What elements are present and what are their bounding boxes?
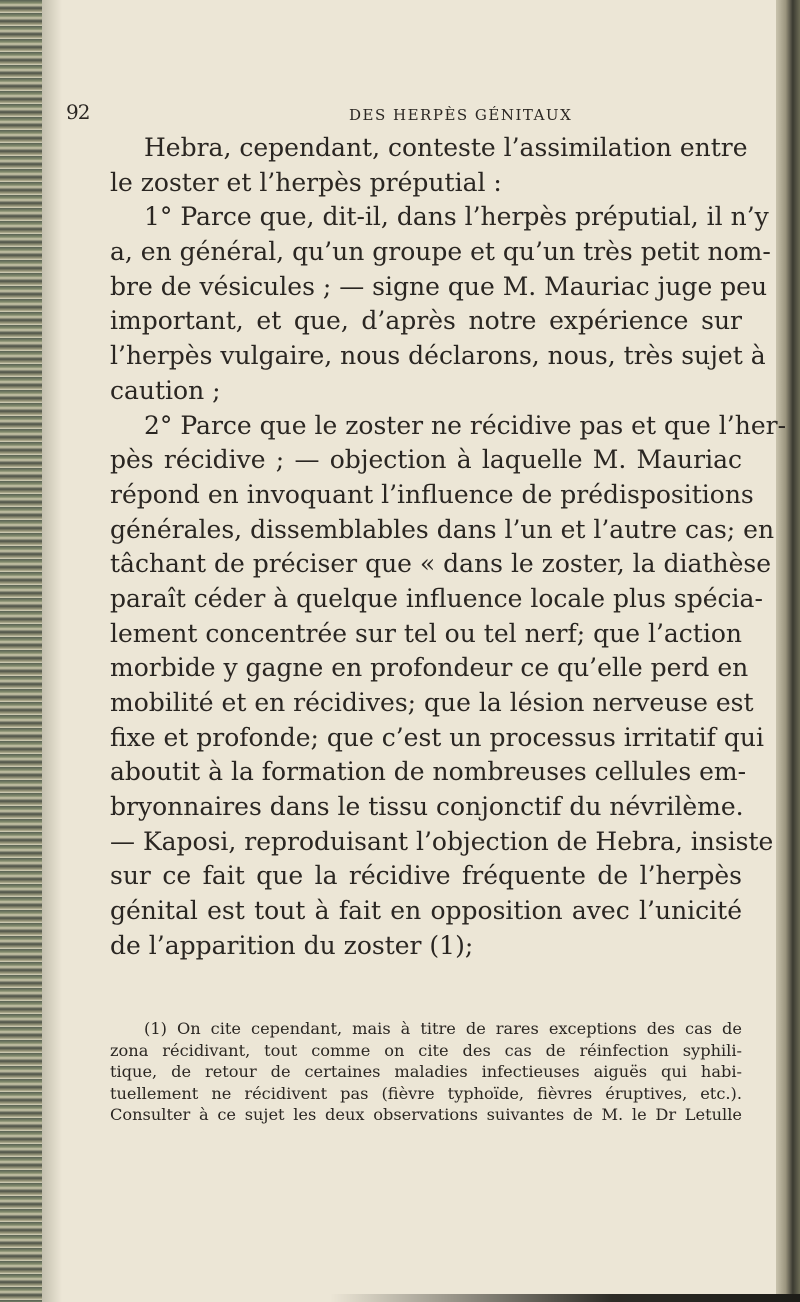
text-line: fixe et profonde; que c’est un processus irritatif qui (110, 722, 764, 752)
text-line: 2° Parce que le zoster ne récidive pas et que l’her- (144, 410, 787, 440)
text-line: caution ; (110, 375, 221, 405)
text-line: paraît céder à quelque influence locale plus spécia- (110, 583, 763, 613)
book-page (66, 0, 787, 1302)
body-text (66, 131, 787, 964)
text-line: — Kaposi, reproduisant l’objection de Hebra, insiste (110, 826, 774, 856)
text-line: génital est tout à fait en opposition avec l’unicité (110, 896, 742, 926)
footnote-line: zona récidivant, tout comme on cite des cas de réinfection syphili- (110, 1040, 742, 1060)
text-line: répond en invoquant l’influence de prédispositions (110, 479, 754, 509)
text-line: bre de vésicules ; — signe que M. Mauriac juge peu (110, 271, 768, 301)
book-gutter-edge (0, 0, 42, 1302)
text-line: le zoster et l’herpès préputial : (110, 167, 502, 197)
text-line: aboutit à la formation de nombreuses cellules em- (110, 757, 747, 787)
text-line: important, et que, d’après notre expérience sur (110, 306, 742, 336)
footnote (66, 1018, 742, 1126)
text-line: morbide y gagne en profondeur ce qu’elle perd en (110, 653, 749, 683)
text-line: l’herpès vulgaire, nous déclarons, nous, très sujet à (110, 341, 766, 371)
text-line: de l’apparition du zoster (1); (110, 930, 474, 960)
page-number: 92 (66, 100, 90, 124)
footnote-line: tique, de retour de certaines maladies infectieuses aiguës qui habi- (110, 1062, 742, 1082)
running-head: DES HERPÈS GÉNITAUX (349, 106, 573, 124)
text-line: tâchant de préciser que « dans le zoster, la diathèse (110, 549, 771, 579)
text-line: sur ce fait que la récidive fréquente de l’herpès (110, 861, 742, 891)
page-right-edge (776, 0, 800, 1302)
text-line: bryonnaires dans le tissu conjonctif du névrilème. (110, 792, 744, 822)
footnote-line: tuellement ne récidivent pas (fièvre typhoïde, fièvres éruptives, etc.). (110, 1083, 742, 1103)
text-line: lement concentrée sur tel ou tel nerf; que l’action (110, 618, 742, 648)
footnote-line: (1) On cite cependant, mais à titre de rares exceptions des cas de (144, 1019, 742, 1038)
text-line: générales, dissemblables dans l’un et l’autre cas; en (110, 514, 775, 544)
text-line: mobilité et en récidives; que la lésion nerveuse est (110, 688, 754, 717)
text-line: a, en général, qu’un groupe et qu’un très petit nom- (110, 237, 771, 267)
text-line: pès récidive ; — objection à laquelle M. Mauriac (110, 445, 742, 475)
text-line: 1° Parce que, dit-il, dans l’herpès préputial, il n’y (144, 202, 769, 232)
footnote-line: Consulter à ce sujet les deux observations suivantes de M. le Dr Letulle (110, 1105, 742, 1125)
text-line: Hebra, cependant, conteste l’assimilation entre (144, 133, 748, 162)
gutter-shadow (42, 0, 62, 1302)
page-header (66, 100, 766, 130)
